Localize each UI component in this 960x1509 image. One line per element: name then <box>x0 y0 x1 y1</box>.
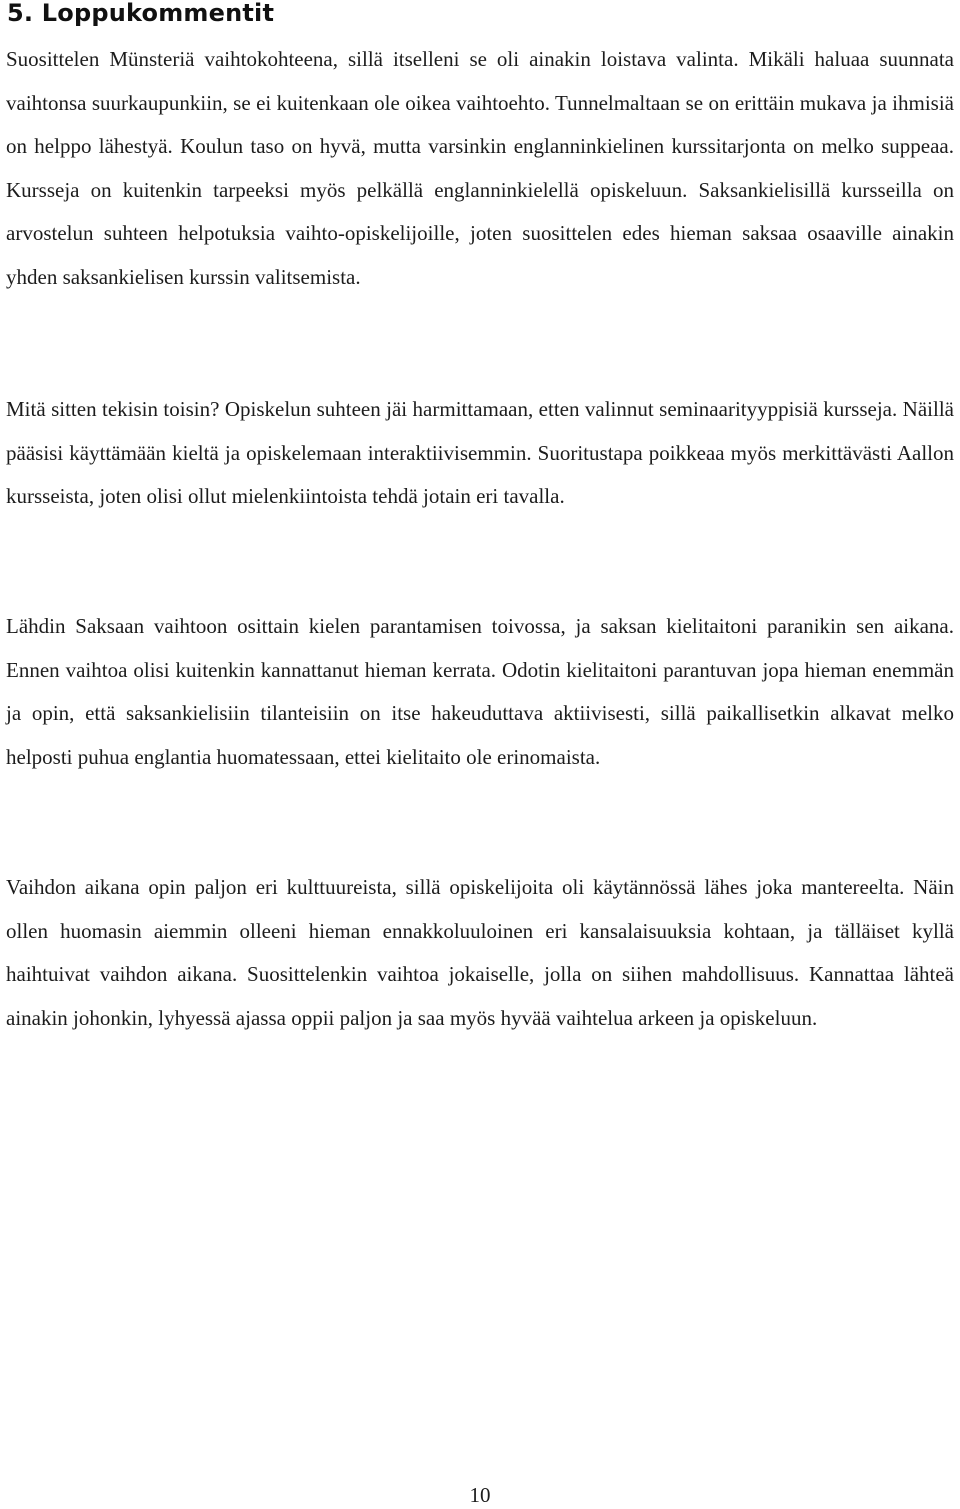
paragraph-language-skills: Lähdin Saksaan vaihtoon osittain kielen parantamisen toivossa, ja saksan kielitaitoni paranikin sen aikana. Ennen vaihtoa olisi kuitenkin kannattanut hieman kerrata. Odotin kielitaitoni parantuvan jopa hieman enemmän ja opin, että saksankielisiin tilanteisiin on itse hakeuduttava aktiivisesti, sillä paikallisetkin alkavat melko helposti puhua englantia huomatessaan, ettei kielitaito ole erinomaista. <box>6 614 954 769</box>
page-number: 10 <box>469 1483 491 1507</box>
section-heading: 5. Loppukommentit <box>7 0 275 27</box>
paragraph-cultures: Vaihdon aikana opin paljon eri kulttuureista, sillä opiskelijoita oli käytännössä lähes joka mantereelta. Näin ollen huomasin aiemmin olleeni hieman ennakkoluuloinen eri kansalaisuuksia kohtaan, ja tälläiset kyllä haihtuivat vaihdon aikana. Suosittelenkin vaihtoa jokaiselle, jolla on siihen mahdollisuus. Kannattaa lähteä ainakin johonkin, lyhyessä ajassa oppii paljon ja saa myös hyvää vaihtelua arkeen ja opiskeluun. <box>6 875 954 1030</box>
paragraph-what-differently: Mitä sitten tekisin toisin? Opiskelun suhteen jäi harmittamaan, etten valinnut seminaarityyppisiä kursseja. Näillä pääsisi käyttämään kieltä ja opiskelemaan interaktiivisemmin. Suoritustapa poikkeaa myös merkittävästi Aallon kursseista, joten olisi ollut mielenkiintoista tehdä jotain eri tavalla. <box>6 397 954 509</box>
paragraph-recommendation: Suosittelen Münsteriä vaihtokohteena, sillä itselleni se oli ainakin loistava valinta. Mikäli haluaa suunnata vaihtonsa suurkaupunkiin, se ei kuitenkaan ole oikea vaihtoehto. Tunnelmaltaan se on erittäin mukava ja ihmisiä on helppo lähestyä. Koulun taso on hyvä, mutta varsinkin englanninkielinen kurssitarjonta on melko suppeaa. Kursseja on kuitenkin tarpeeksi myös pelkällä englanninkielellä opiskeluun. Saksankielisillä kursseilla on arvostelun suhteen helpotuksia vaihto-opiskelijoille, joten suosittelen edes hieman saksaa osaaville ainakin yhden saksankielisen kurssin valitsemista. <box>6 47 954 289</box>
